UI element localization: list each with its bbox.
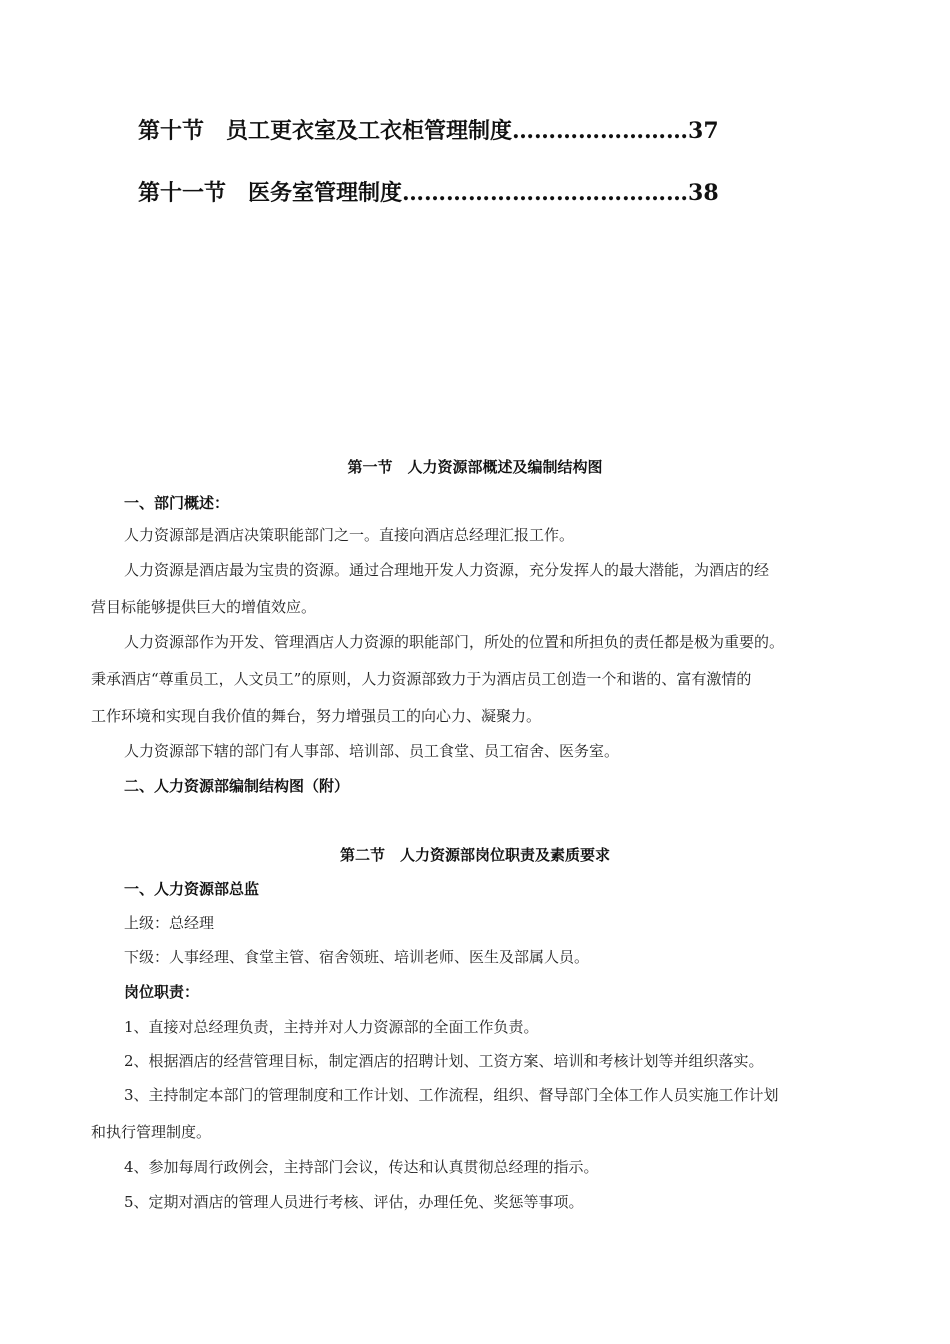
section-1-paragraph-2-line-1: 人力资源是酒店最为宝贵的资源。通过合理地开发人力资源，充分发挥人的最大潜能，为酒店的经 (124, 561, 770, 579)
section-1-paragraph-3-line-3: 工作环境和实现自我价值的舞台，努力增强员工的向心力、凝聚力。 (91, 707, 542, 725)
toc-section-label: 第十节 (138, 118, 205, 144)
duty-item-3-line-1: 3、主持制定本部门的管理制度和工作计划、工作流程，组织、督导部门全体工作人员实施工作计划 (124, 1086, 779, 1104)
section-1-title: 第一节 人力资源部概述及编制结构图 (347, 458, 603, 476)
section-1-paragraph-2-line-2: 营目标能够提供巨大的增值效应。 (91, 598, 317, 616)
section-1-paragraph-1: 人力资源部是酒店决策职能部门之一。直接向酒店总经理汇报工作。 (124, 526, 575, 544)
duty-item-4: 4、参加每周行政例会，主持部门会议，传达和认真贯彻总经理的指示。 (124, 1158, 599, 1176)
section-1-paragraph-3-line-2: 秉承酒店“尊重员工，人文员工”的原则，人力资源部致力于为酒店员工创造一个和谐的、富有激情的 (91, 670, 752, 688)
toc-leader-dots: …………………… (512, 118, 689, 144)
section-1-paragraph-4: 人力资源部下辖的部门有人事部、培训部、员工食堂、员工宿舍、医务室。 (124, 742, 620, 760)
toc-section-label: 第十一节 (138, 180, 227, 206)
section-1-heading-org-chart: 二、人力资源部编制结构图（附） (124, 777, 350, 795)
section-2-duties-heading: 岗位职责： (124, 983, 200, 1001)
section-1-paragraph-3-line-1: 人力资源部作为开发、管理酒店人力资源的职能部门，所处的位置和所担负的责任都是极为重要的。 (124, 633, 785, 651)
toc-title: 员工更衣室及工衣柜管理制度 (226, 118, 513, 144)
toc-entry-section-11 (138, 176, 719, 207)
toc-entry-section-10 (138, 114, 719, 145)
toc-leader-dots: ………………………………… (402, 180, 689, 206)
section-1-heading-overview: 一、部门概述： (124, 494, 230, 512)
section-2-subordinate: 下级：人事经理、食堂主管、宿舍领班、培训老师、医生及部属人员。 (124, 948, 590, 966)
duty-item-2: 2、根据酒店的经营管理目标，制定酒店的招聘计划、工资方案、培训和考核计划等并组织落实。 (124, 1052, 764, 1070)
duty-item-1: 1、直接对总经理负责，主持并对人力资源部的全面工作负责。 (124, 1018, 539, 1036)
toc-page-number: 37 (688, 118, 719, 144)
section-2-heading-director: 一、人力资源部总监 (124, 880, 260, 898)
section-2-title: 第二节 人力资源部岗位职责及素质要求 (339, 846, 610, 864)
toc-title: 医务室管理制度 (248, 180, 403, 206)
duty-item-3-line-2: 和执行管理制度。 (91, 1123, 212, 1141)
section-2-superior: 上级：总经理 (124, 914, 215, 932)
duty-item-5: 5、定期对酒店的管理人员进行考核、评估，办理任免、奖惩等事项。 (124, 1193, 584, 1211)
toc-page-number: 38 (688, 180, 719, 206)
